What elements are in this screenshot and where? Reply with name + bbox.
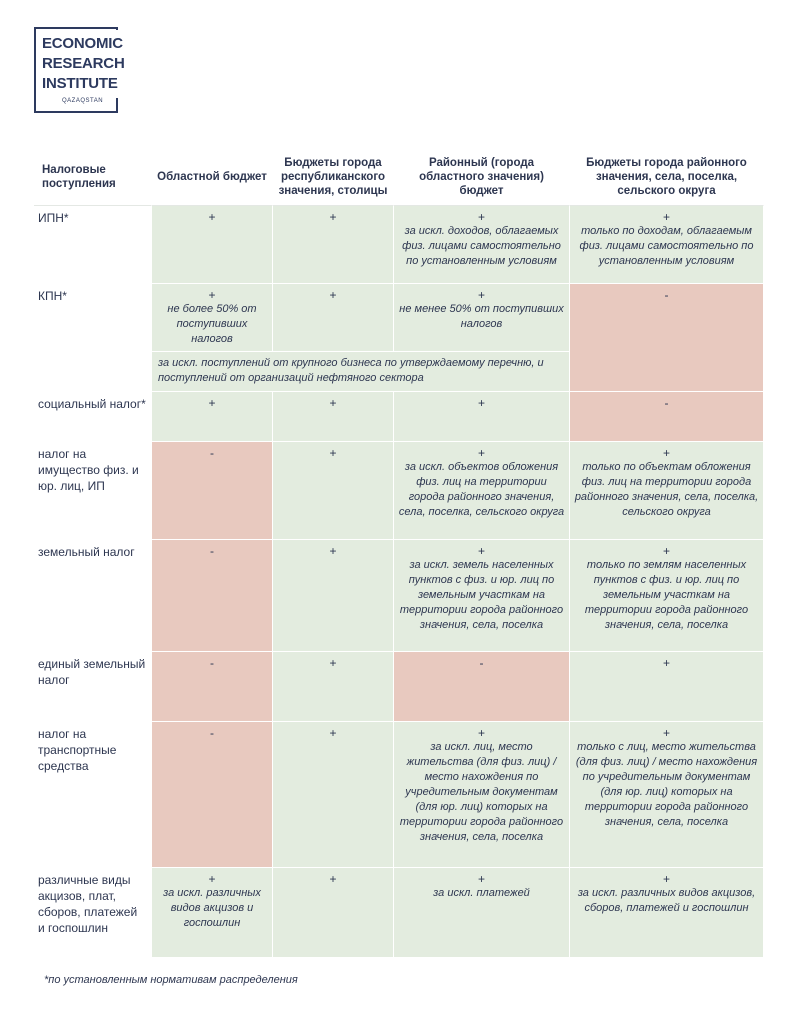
cell-transport-town: + — [662, 726, 670, 740]
header-regional-budget: Областной бюджет — [152, 148, 273, 206]
cell-ipn-district-note: за искл. доходов, облагаемых физ. лицами самостоятельно по установленным условиям — [402, 225, 561, 267]
cell-property-town: + — [662, 446, 670, 460]
table-row-property — [34, 442, 764, 540]
header-tax-revenue: Налоговые поступления — [34, 148, 152, 206]
row-label-property: налог на имущество физ. и юр. лиц, ИП — [34, 442, 152, 540]
row-label-social: социальный налог* — [34, 392, 152, 442]
cell-transport-district-note: за искл. лиц, место жительства (для физ. лиц) / место нахождения по учредительным документам (для юр. лиц) которых на территории города районного значения, села, поселка — [399, 741, 564, 843]
cell-land-regional: - — [210, 544, 214, 558]
header-town-village-budget: Бюджеты города районного значения, села, поселка, сельского округа — [570, 148, 764, 206]
cell-transport-city: + — [329, 726, 337, 740]
cell-ipn-regional: + — [208, 210, 216, 224]
footnote: *по установленным нормативам распределения — [44, 974, 298, 986]
table-row-ipn — [34, 206, 764, 284]
cell-property-regional: - — [210, 446, 214, 460]
cell-social-district: + — [477, 396, 485, 410]
table-row-kpn — [34, 284, 764, 352]
logo-line-2: RESEARCH — [42, 55, 125, 72]
cell-kpn-town: - — [664, 288, 669, 302]
cell-social-regional: + — [208, 396, 216, 410]
row-label-unified-land: единый земельный налог — [34, 652, 152, 722]
cell-transport-district: + — [477, 726, 485, 740]
cell-ipn-town-note: только по доходам, облагаемым физ. лицами самостоятельно по установленным условиям — [579, 225, 754, 267]
row-label-excise: различные виды акцизов, плат, сборов, платежей и госпошлин — [34, 868, 152, 958]
cell-transport-regional: - — [210, 726, 214, 740]
cell-transport-town-note: только с лиц, место жительства (для физ. лиц) / место нахождения по учредительным документам (для юр. лиц) которых на территории города районного значения, села, поселка — [575, 741, 758, 828]
cell-social-town: - — [664, 396, 669, 410]
cell-excise-town: + — [662, 872, 670, 886]
cell-kpn-regional-note: не более 50% от поступивших налогов — [167, 303, 257, 345]
cell-ipn-town: + — [662, 210, 670, 224]
cell-kpn-city: + — [329, 288, 337, 302]
header-district-budget: Районный (города областного значения) бюджет — [394, 148, 570, 206]
row-label-land: земельный налог — [34, 540, 152, 652]
cell-excise-town-note: за искл. различных видов акцизов, сборов, платежей и госпошлин — [577, 887, 756, 914]
logo-subtitle: QAZAQSTAN — [62, 98, 104, 104]
cell-unified-town: + — [662, 656, 670, 670]
cell-kpn-district-note: не менее 50% от поступивших налогов — [399, 303, 564, 330]
cell-excise-district: + — [477, 872, 485, 886]
logo-line-3: INSTITUTE — [42, 75, 118, 92]
cell-excise-regional-note: за искл. различных видов акцизов и госпошлин — [163, 887, 261, 929]
table-row-social — [34, 392, 764, 442]
cell-land-district: + — [477, 544, 485, 558]
cell-unified-district: - — [479, 656, 484, 670]
table-row-land — [34, 540, 764, 652]
row-label-kpn: КПН* — [34, 284, 152, 392]
cell-excise-regional: + — [208, 872, 216, 886]
cell-unified-regional: - — [210, 656, 214, 670]
table-row-unified-land — [34, 652, 764, 722]
table-row-excise — [34, 868, 764, 958]
tax-distribution-table — [34, 148, 764, 958]
cell-property-town-note: только по объектам обложения физ. лиц на территории города районного значения, села, поселка, сельского округа — [574, 461, 759, 518]
cell-social-city: + — [329, 396, 337, 410]
cell-kpn-span-note: за искл. поступлений от крупного бизнеса по утверждаемому перечню, и поступлений от организаций нефтяного сектора — [158, 357, 544, 384]
cell-unified-city: + — [329, 656, 337, 670]
cell-ipn-city: + — [329, 210, 337, 224]
cell-excise-city: + — [329, 872, 337, 886]
cell-ipn-district: + — [477, 210, 485, 224]
cell-land-city: + — [329, 544, 337, 558]
logo-line-1: ECONOMIC — [42, 35, 123, 52]
header-city-republican-budget: Бюджеты города республиканского значения, столицы — [273, 148, 394, 206]
cell-property-city: + — [329, 446, 337, 460]
cell-land-town: + — [662, 544, 670, 558]
cell-kpn-district: + — [477, 288, 485, 302]
row-label-transport: налог на транспортные средства — [34, 722, 152, 868]
row-label-ipn: ИПН* — [34, 206, 152, 284]
table-row-transport — [34, 722, 764, 868]
cell-land-district-note: за искл. земель населенных пунктов с физ. и юр. лиц по земельным участкам на территории города районного значения, села, поселка — [399, 559, 564, 631]
cell-kpn-regional: + — [208, 288, 216, 302]
cell-property-district: + — [477, 446, 485, 460]
cell-property-district-note: за искл. объектов обложения физ. лиц на территории города районного значения, села, поселка, сельского округа — [398, 461, 565, 518]
cell-excise-district-note: за искл. платежей — [433, 887, 530, 899]
cell-land-town-note: только по землям населенных пунктов с физ. и юр. лиц по земельным участкам на территории города районного значения, села, поселка — [584, 559, 749, 631]
